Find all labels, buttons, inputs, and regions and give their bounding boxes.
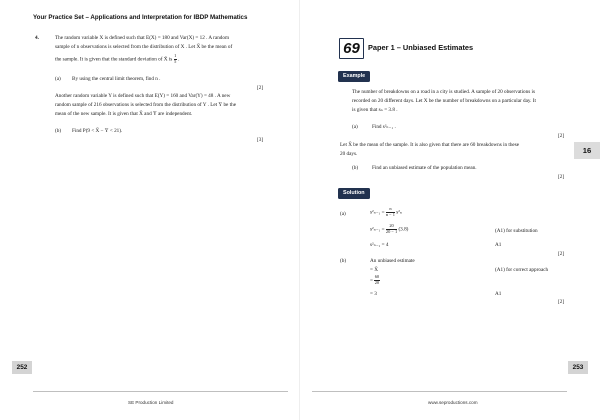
intro-text: the sample. It is given that the standard deviation of X̄ is (55, 56, 173, 63)
part-a-label: (a) (55, 76, 61, 82)
fraction-numerator: 20 (386, 224, 397, 230)
fraction-denominator: 20 − 1 (385, 228, 398, 234)
solution-step: An unbiased estimate (370, 258, 415, 264)
chapter-number-box (339, 38, 364, 59)
fraction-numerator: n (386, 207, 395, 213)
part-b-text: Find P(9 < X̄ − Ȳ < 21). (72, 128, 123, 134)
part-a-text: By using the central limit theorem, find n . (72, 76, 161, 82)
solution-step-lhs: s²ₙ₋₁ = (370, 209, 385, 216)
example-part-a-text: Find s²ₙ₋₁ . (372, 124, 396, 130)
question-body-line: mean of the new sample. It is given that X̄ and Ȳ are independent. (55, 111, 193, 117)
chapter-number: 69 (343, 40, 360, 57)
solution-step-rhs: (3.8) (398, 226, 409, 233)
fraction (174, 53, 180, 64)
solution-part-a-label: (a) (340, 211, 346, 217)
marking-note: A1 (495, 291, 502, 297)
fraction (386, 224, 397, 234)
gutter (299, 0, 300, 420)
footer-website: www.seproductions.com (428, 400, 478, 405)
intro-text-end: . (178, 56, 180, 63)
solution-label: Solution (338, 188, 370, 199)
solution-part-b-label: (b) (340, 258, 347, 264)
footer-publisher: SE Production Limited (128, 400, 174, 405)
solution-part-a-mark: [2] (558, 251, 565, 257)
chapter-title: Paper 1 – Unbiased Estimates (368, 43, 474, 52)
marking-note: (A1) for substitution (495, 228, 538, 234)
marking-note: (A1) for correct approach (495, 267, 549, 273)
fraction-denominator: 20 (374, 279, 380, 285)
fraction-denominator: n − 1 (385, 211, 395, 217)
solution-step: = 3 (370, 291, 377, 297)
part-a-mark: [2] (257, 85, 264, 91)
example-part-b-label: (b) (352, 165, 359, 171)
part-b-label: (b) (55, 128, 62, 134)
example-line: recorded on 20 different days. Let X be the number of breakdowns on a particular day. It (352, 98, 536, 104)
solution-step (370, 275, 380, 285)
example-part-a-label: (a) (352, 124, 358, 130)
example-line: is given that sₙ = 3.8 . (352, 107, 398, 113)
page-number: 253 (568, 361, 588, 374)
fraction-numerator: 60 (374, 274, 380, 279)
example-label: Example (338, 71, 370, 82)
question-body-line: random sample of 216 observations is selected from the distribution of Y . Let Ȳ be the (55, 102, 236, 108)
example-part-b-text: Find an unbiased estimate of the population mean. (372, 165, 477, 171)
solution-step: s²ₙ₋₁ = 4 (370, 242, 389, 248)
solution-step (370, 224, 408, 234)
example-part-b-mark: [2] (558, 174, 565, 180)
solution-step-prefix: = (370, 277, 373, 284)
solution-step-rhs: s²ₙ (396, 209, 403, 216)
page-number: 252 (12, 361, 32, 374)
fraction (386, 207, 395, 217)
fraction-numerator: 1 (174, 53, 177, 58)
footer-rule (312, 391, 567, 392)
example-line: 20 days. (340, 151, 358, 157)
marking-note: A1 (495, 242, 502, 248)
example-line: The number of breakdowns on a road in a city is studied. A sample of 20 observations is (352, 89, 535, 95)
footer-rule (33, 391, 288, 392)
question-number: 4. (35, 35, 39, 41)
example-part-a-mark: [2] (558, 133, 565, 139)
example-line: Let X̄ be the mean of the sample. It is also given that there are 60 breakdowns in these (340, 142, 520, 148)
running-header: Your Practice Set – Applications and Interpretation for IBDP Mathematics (33, 14, 248, 21)
fraction (374, 275, 379, 285)
chapter-side-tab: 16 (574, 142, 600, 159)
solution-step-lhs: s²ₙ₋₁ = (370, 226, 385, 233)
question-intro-line: sample of n observations is selected from the distribution of X . Let X̄ be the mean of (55, 44, 233, 50)
solution-part-b-mark: [2] (558, 299, 565, 305)
question-intro-line (55, 54, 179, 64)
fraction-denominator: 5 (174, 58, 177, 64)
question-body-line: Another random variable Y is defined such that E(Y) = 160 and Var(Y) = 48 . A new (55, 93, 231, 99)
part-b-mark: [3] (257, 137, 264, 143)
solution-step: = X̄ (370, 267, 378, 273)
question-intro-line: The random variable X is defined such that E(X) = 180 and Var(X) = 12 . A random (55, 35, 230, 41)
solution-step (370, 207, 402, 217)
